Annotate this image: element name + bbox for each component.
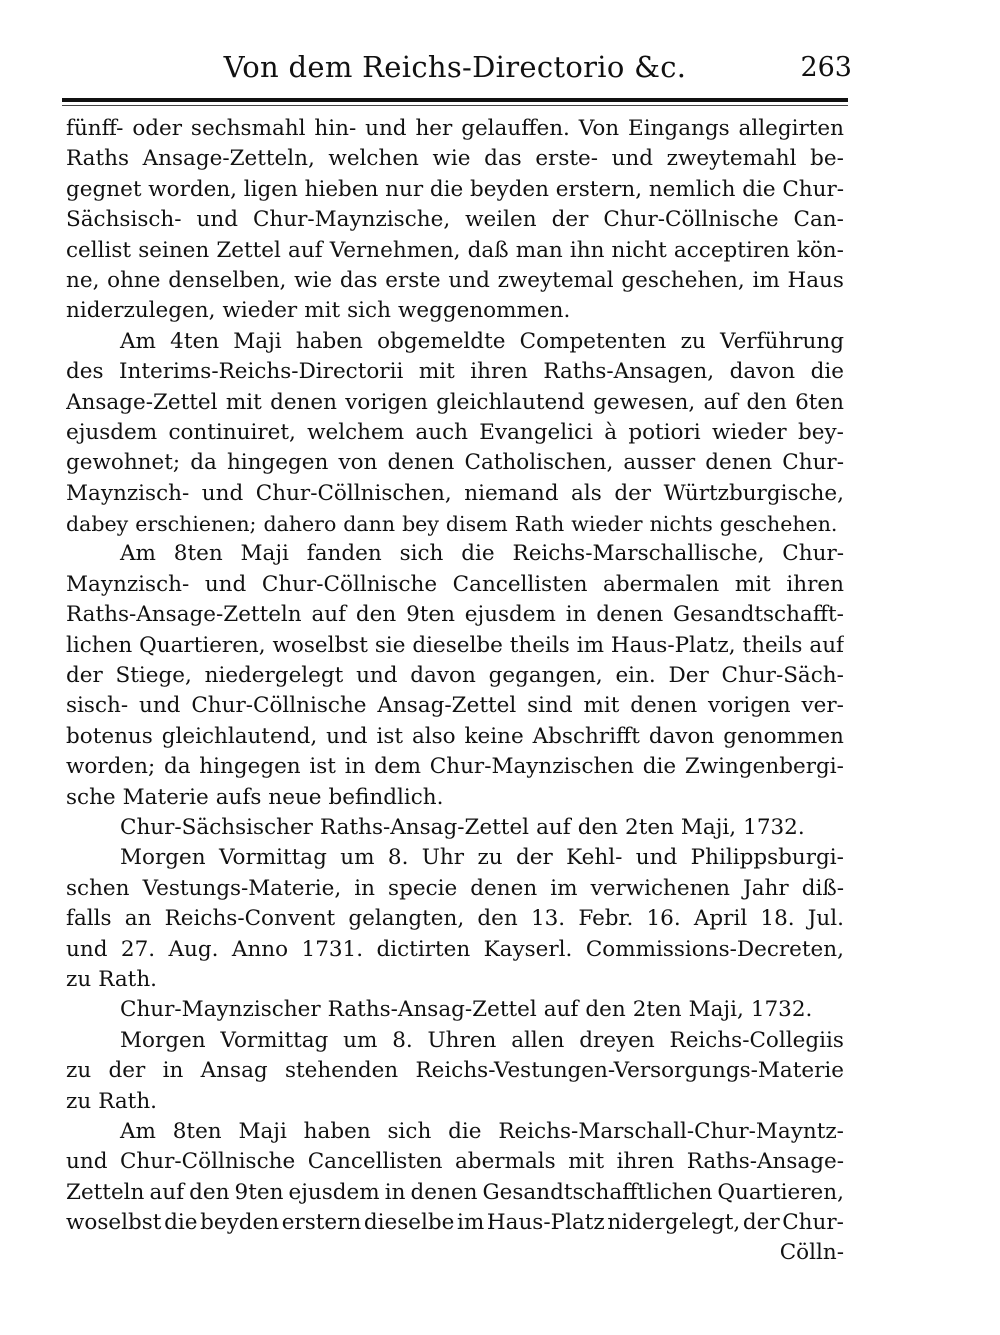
text-line: lichen Quartieren, woselbst sie dieselbe theils im Haus-Platz, theils auf <box>66 632 844 658</box>
text-line: Raths Ansage-Zetteln, welchen wie das erste- und zweytemahl be- <box>66 146 844 172</box>
notice-heading: Chur-Sächsischer Raths-Ansag-Zettel auf den 2ten Maji, 1732. <box>120 814 805 840</box>
text-line: fünff- oder sechsmahl hin- und her gelauffen. Von Eingangs allegirten <box>66 116 844 141</box>
text-line: Maynzisch- und Chur-Cöllnischen, niemand als der Würtzburgische, <box>66 480 844 506</box>
text-line: und 27. Aug. Anno 1731. dictirten Kayserl. Commissions-Decreten, <box>66 936 844 962</box>
paragraph-first-line: Am 4ten Maji haben obgemeldte Competenten zu Verführung <box>120 328 844 354</box>
text-line: woselbst die beyden erstern dieselbe im Haus-Platz nidergelegt, der Chur- <box>66 1210 844 1236</box>
page-number: 263 <box>800 52 852 83</box>
text-line: Sächsisch- und Chur-Maynzische, weilen der Chur-Cöllnische Can- <box>66 207 844 233</box>
paragraph-first-line: Am 8ten Maji haben sich die Reichs-Marschall-Chur-Mayntz- <box>120 1118 844 1144</box>
notice-heading: Chur-Maynzischer Raths-Ansag-Zettel auf den 2ten Maji, 1732. <box>120 997 813 1023</box>
text-line: cellist seinen Zettel auf Vernehmen, daß man ihn nicht acceptiren kön- <box>66 237 844 263</box>
text-line: zu der in Ansag stehenden Reichs-Vestungen-Versorgungs-Materie <box>66 1058 844 1084</box>
text-line: Zetteln auf den 9ten ejusdem in denen Gesandtschafftlichen Quartieren, <box>66 1179 844 1205</box>
text-line: Raths-Ansage-Zetteln auf den 9ten ejusdem in denen Gesandtschafft- <box>66 602 844 628</box>
text-line: sisch- und Chur-Cöllnische Ansag-Zettel sind mit denen vorigen ver- <box>66 693 844 719</box>
text-line: Maynzisch- und Chur-Cöllnische Cancellisten abermalen mit ihren <box>66 571 844 597</box>
text-line: niderzulegen, wieder mit sich weggenommen. <box>66 298 571 324</box>
text-line: botenus gleichlautend, und ist also keine Abschrifft davon genommen <box>66 723 844 749</box>
text-line: schen Vestungs-Materie, in specie denen im verwichenen Jahr diß- <box>66 875 844 901</box>
paragraph-first-line: Am 8ten Maji fanden sich die Reichs-Marschallische, Chur- <box>120 541 844 567</box>
text-line: ejusdem continuiret, welchem auch Evangelici à potiori wieder bey- <box>66 419 844 445</box>
text-line: gewohnet; da hingegen von denen Catholischen, ausser denen Chur- <box>66 450 844 476</box>
running-title: Von dem Reichs-Directorio &c. <box>223 50 687 84</box>
text-line: sche Materie aufs neue befindlich. <box>66 784 444 810</box>
catchword: Cölln- <box>779 1240 844 1266</box>
text-line: der Stiege, niedergelegt und davon gegangen, ein. Der Chur-Säch- <box>66 663 844 689</box>
header-rule-thin <box>62 105 848 106</box>
text-line: Ansage-Zettel mit denen vorigen gleichlautend gewesen, auf den 6ten <box>66 389 844 415</box>
body-text <box>66 114 844 1269</box>
paragraph-first-line: Morgen Vormittag um 8. Uhren allen dreyen Reichs-Collegiis <box>120 1027 844 1053</box>
text-line: worden; da hingegen ist in dem Chur-Maynzischen die Zwingenbergi- <box>66 754 844 780</box>
text-line: und Chur-Cöllnische Cancellisten abermals mit ihren Raths-Ansage- <box>66 1149 844 1175</box>
text-line: falls an Reichs-Convent gelangten, den 13. Febr. 16. April 18. Jul. <box>66 906 844 932</box>
header-rule <box>62 98 848 102</box>
text-line: ne, ohne denselben, wie das erste und zweytemal geschehen, im Haus <box>66 267 844 293</box>
text-line: gegnet worden, ligen hieben nur die beyden erstern, nemlich die Chur- <box>66 176 844 202</box>
text-line: zu Rath. <box>66 1088 158 1114</box>
text-line: zu Rath. <box>66 966 158 992</box>
paragraph-first-line: Morgen Vormittag um 8. Uhr zu der Kehl- und Philippsburgi- <box>120 845 844 871</box>
text-line: des Interims-Reichs-Directorii mit ihren Raths-Ansagen, davon die <box>66 359 844 385</box>
text-line: dabey erschienen; dahero dann bey disem Rath wieder nichts geschehen. <box>66 512 838 537</box>
running-head <box>60 50 850 90</box>
